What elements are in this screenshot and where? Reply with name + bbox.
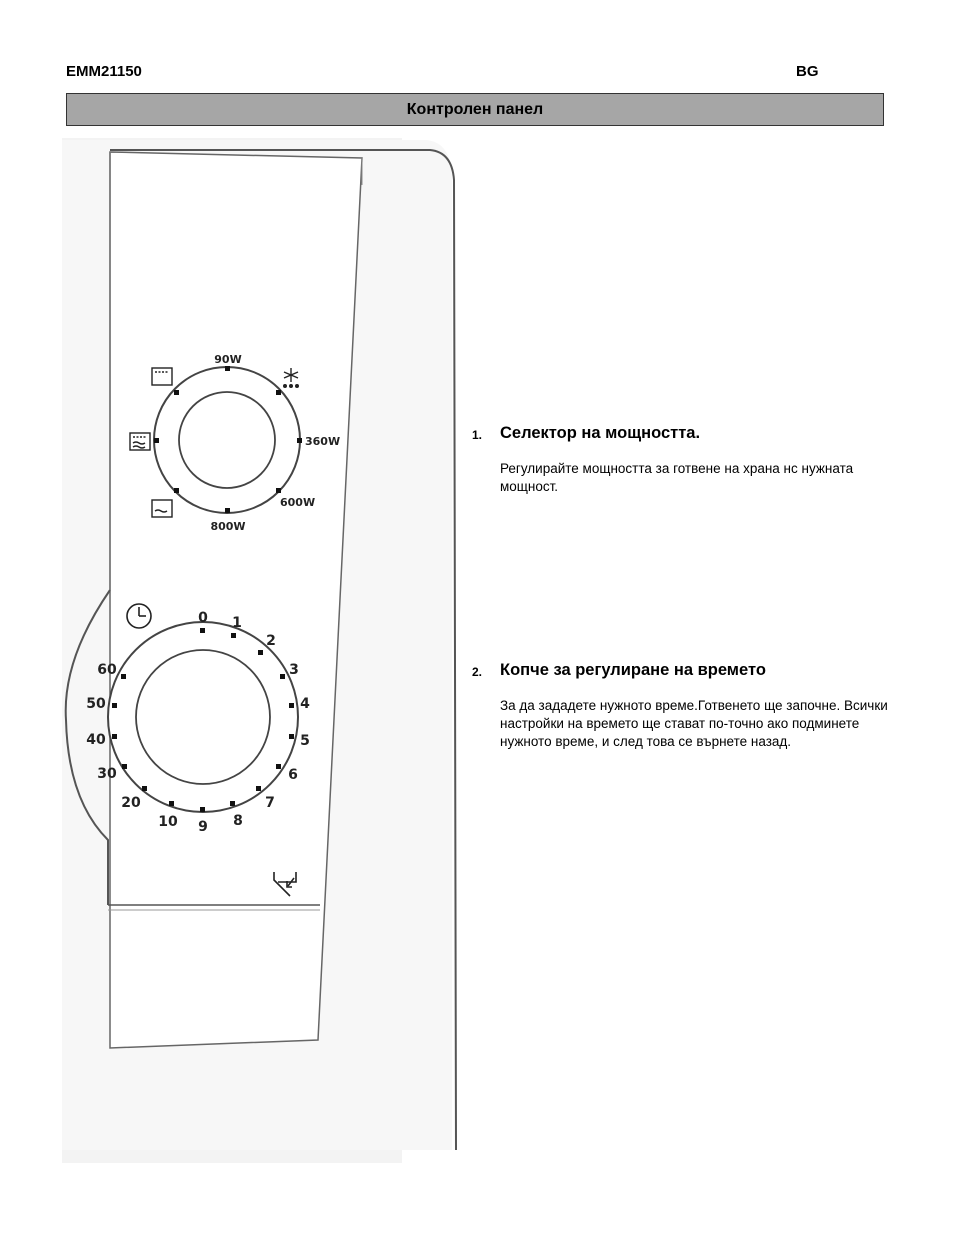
timer-label-5: 5 — [300, 733, 310, 749]
power-label-90w: 90W — [214, 353, 242, 366]
timer-label-0: 0 — [198, 610, 208, 626]
item-number: 2. — [472, 665, 483, 679]
section-title: Контролен панел — [406, 100, 544, 118]
model-number: EMM21150 — [66, 63, 142, 80]
item-number: 1. — [472, 428, 483, 442]
timer-label-8: 8 — [233, 813, 243, 829]
timer-label-1: 1 — [232, 615, 242, 631]
timer-label-2: 2 — [266, 633, 276, 649]
timer-label-7: 7 — [265, 795, 275, 811]
item-description: Регулирайте мощността за готвене на храна нс нужната мощност. — [500, 461, 854, 494]
language-code: BG — [796, 63, 819, 80]
item-title: Селектор на мощността. — [500, 424, 701, 442]
timer-label-3: 3 — [289, 662, 299, 678]
timer-label-40: 40 — [86, 732, 106, 748]
timer-label-20: 20 — [121, 795, 141, 811]
item-title: Копче за регулиране на времето — [500, 661, 766, 679]
timer-label-10: 10 — [158, 814, 178, 830]
item-description: За да зададете нужното време.Готвенето ще започне. Всички настройки на времето ще стават по-точно ако подминете нужното време, и след това се върнете назад. — [500, 698, 888, 749]
timer-label-60: 60 — [97, 662, 117, 678]
section-title-bar — [66, 93, 884, 126]
timer-label-6: 6 — [288, 767, 298, 783]
timer-label-50: 50 — [86, 696, 106, 712]
timer-dial[interactable] — [108, 622, 298, 812]
timer-label-9: 9 — [198, 819, 208, 835]
control-panel-illustration — [62, 138, 462, 1163]
power-label-600w: 600W — [280, 496, 316, 509]
power-label-360w: 360W — [305, 435, 341, 448]
timer-label-4: 4 — [300, 696, 310, 712]
timer-label-30: 30 — [97, 766, 117, 782]
power-label-800w: 800W — [210, 520, 246, 533]
